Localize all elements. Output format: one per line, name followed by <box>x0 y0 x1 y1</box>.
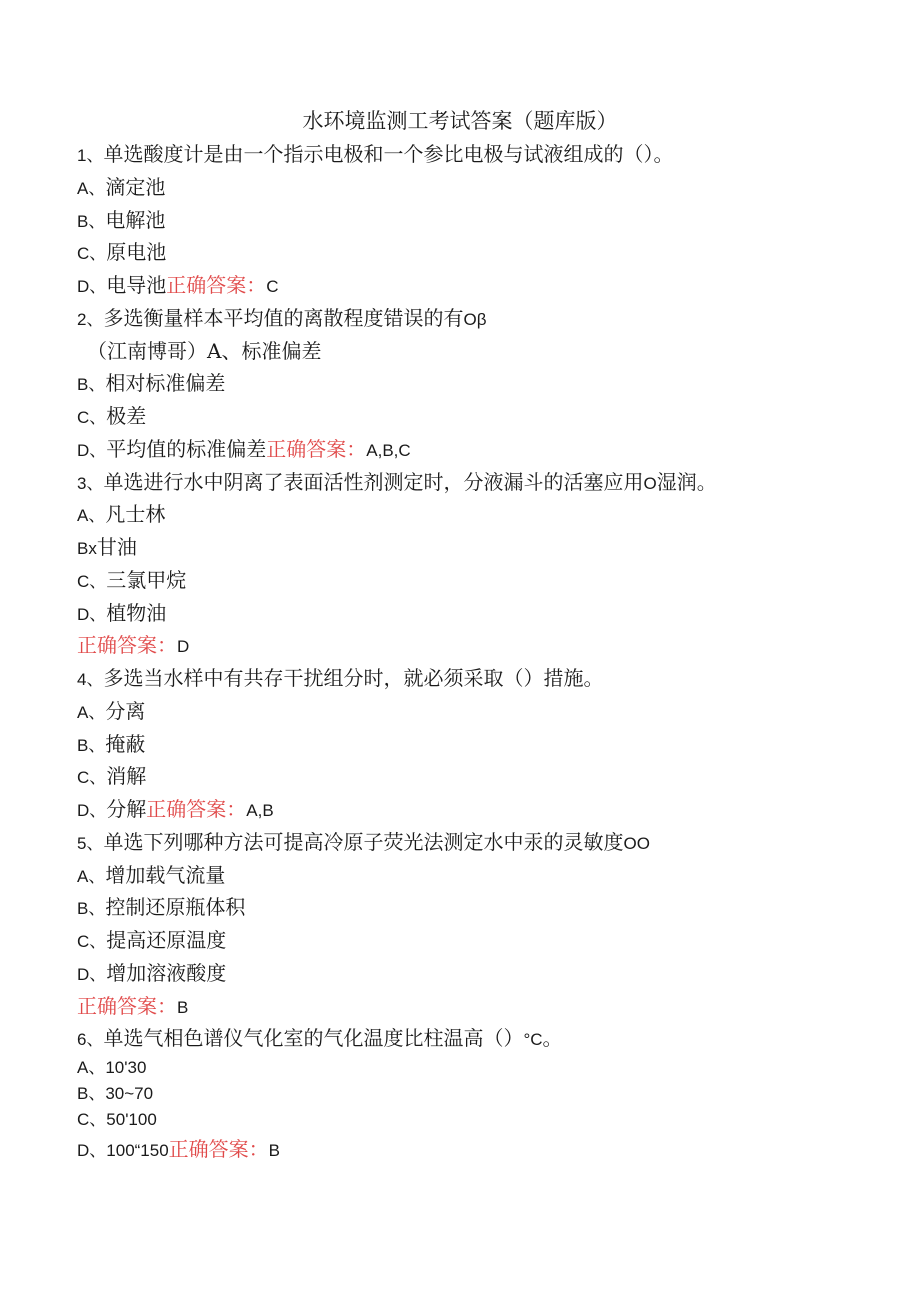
text-line <box>77 236 877 269</box>
answer-value: C <box>266 277 279 296</box>
answer-label: 正确答案： <box>77 993 177 1018</box>
text-line <box>77 597 877 630</box>
line-text: 单选下列哪种方法可提高冷原子荧光法测定水中汞的灵敏度 <box>103 829 624 854</box>
text-line <box>77 760 877 793</box>
text-line <box>77 695 877 728</box>
line-marker: A、 <box>77 866 106 886</box>
answer-value: D <box>177 637 190 657</box>
line-text: 多选衡量样本平均值的离散程度错误的有 <box>103 305 464 330</box>
line-marker: C、 <box>77 932 107 951</box>
answer-label: 正确答案： <box>77 633 177 658</box>
text-line <box>77 826 877 859</box>
text-line <box>77 531 877 564</box>
line-tail: OO <box>623 833 650 853</box>
line-marker: A、 <box>77 1058 106 1077</box>
line-marker: C、 <box>77 408 107 427</box>
line-text-end: 湿润。 <box>656 469 717 494</box>
line-text: 相对标准偏差 <box>105 371 226 396</box>
line-marker: C、 <box>77 768 107 788</box>
text-line <box>77 1133 877 1166</box>
line-text: 单选进行水中阴离了表面活性剂测定时，分液漏斗的活塞应用 <box>103 469 644 494</box>
line-text: 单选气相色谱仪气化室的气化温度比柱温高（） <box>103 1026 524 1051</box>
answer-label: 正确答案： <box>146 797 247 821</box>
line-text: 单选酸度计是由一个指示电极和一个参比电极与试液组成的（）。 <box>103 142 674 166</box>
text-line <box>77 204 877 237</box>
option-value: 30~70 <box>105 1084 154 1103</box>
line-marker: 2、 <box>77 309 104 329</box>
text-line <box>77 990 877 1023</box>
line-text: 控制还原瓶体积 <box>105 895 246 920</box>
text-line <box>77 662 877 695</box>
line-marker: B、 <box>77 211 106 231</box>
line-text: 三氯甲烷 <box>106 567 187 592</box>
line-text: 多选当水样中有共存干扰组分时，就必须采取（）措施。 <box>103 666 604 690</box>
text-line <box>77 1022 877 1055</box>
line-text: 消解 <box>106 764 147 789</box>
text-line <box>77 629 877 662</box>
line-marker: 4、 <box>77 670 104 689</box>
line-marker: 1、 <box>77 146 104 165</box>
line-text: 凡士林 <box>105 502 166 527</box>
line-text: 平均值的标准偏差 <box>106 436 267 461</box>
line-marker: D、 <box>77 440 107 460</box>
line-marker: A、 <box>77 702 106 722</box>
line-tail: O <box>643 473 657 493</box>
text-line <box>77 793 877 826</box>
line-text: 分离 <box>105 698 146 723</box>
line-marker: 3、 <box>77 473 104 493</box>
text-line <box>77 269 877 302</box>
answer-value: A,B <box>246 801 274 820</box>
line-text: 分解 <box>106 797 147 821</box>
line-marker: B、 <box>77 375 106 395</box>
text-line <box>77 335 877 368</box>
line-text: 电解池 <box>105 207 166 232</box>
line-marker: C、 <box>77 244 107 264</box>
line-marker: B、 <box>77 899 106 919</box>
answer-label: 正确答案： <box>166 273 267 297</box>
line-marker: D、 <box>77 277 107 296</box>
line-text: （江南博哥）A、标准偏差 <box>87 338 322 363</box>
text-line <box>77 302 877 335</box>
line-marker: Bx <box>77 539 97 558</box>
line-text-end: 。 <box>542 1026 563 1051</box>
line-text: 增加载气流量 <box>105 862 226 887</box>
text-line <box>77 957 877 990</box>
line-marker: A、 <box>77 178 106 198</box>
line-text: 滴定池 <box>105 174 166 199</box>
text-line <box>77 367 877 400</box>
text-line <box>77 924 877 957</box>
line-text: 掩蔽 <box>105 731 146 756</box>
line-marker: 5、 <box>77 833 104 853</box>
line-marker: D、 <box>77 1141 107 1160</box>
line-text: 增加溶液酸度 <box>106 960 227 985</box>
line-marker: A、 <box>77 506 106 526</box>
answer-label: 正确答案： <box>168 1137 269 1161</box>
text-line <box>77 891 877 924</box>
text-line <box>77 138 877 171</box>
option-value: 10'30 <box>105 1058 147 1077</box>
option-value: 100“150 <box>106 1141 169 1160</box>
line-marker: C、 <box>77 1110 107 1129</box>
line-marker: 6、 <box>77 1030 104 1050</box>
line-text: 植物油 <box>106 600 167 625</box>
answer-value: B <box>268 1141 281 1160</box>
text-line <box>77 1107 877 1133</box>
text-line <box>77 171 877 204</box>
text-line <box>77 1081 877 1107</box>
text-line <box>77 400 877 433</box>
line-tail: °C <box>523 1030 543 1050</box>
line-marker: D、 <box>77 801 107 820</box>
answer-label: 正确答案： <box>266 436 367 461</box>
line-text: 原电池 <box>106 240 167 265</box>
line-marker: C、 <box>77 571 107 591</box>
line-text: 甘油 <box>96 535 137 559</box>
text-line <box>77 466 877 499</box>
line-text: 提高还原温度 <box>106 928 227 952</box>
line-marker: B、 <box>77 1084 106 1103</box>
line-text: 极差 <box>106 404 147 428</box>
line-text: 电导池 <box>106 273 167 297</box>
text-line <box>77 433 877 466</box>
line-tail: Oβ <box>463 309 487 329</box>
text-line <box>77 564 877 597</box>
question-list <box>77 138 877 1166</box>
line-marker: D、 <box>77 604 107 624</box>
option-value: 50'100 <box>106 1110 157 1129</box>
answer-value: A,B,C <box>366 440 411 460</box>
line-marker: D、 <box>77 964 107 984</box>
text-line <box>77 498 877 531</box>
answer-value: B <box>177 997 189 1017</box>
text-line <box>77 859 877 892</box>
document-title: 水环境监测工考试答案（题库版） <box>302 109 618 133</box>
text-line <box>77 1055 877 1081</box>
text-line <box>77 728 877 761</box>
line-marker: B、 <box>77 735 106 755</box>
